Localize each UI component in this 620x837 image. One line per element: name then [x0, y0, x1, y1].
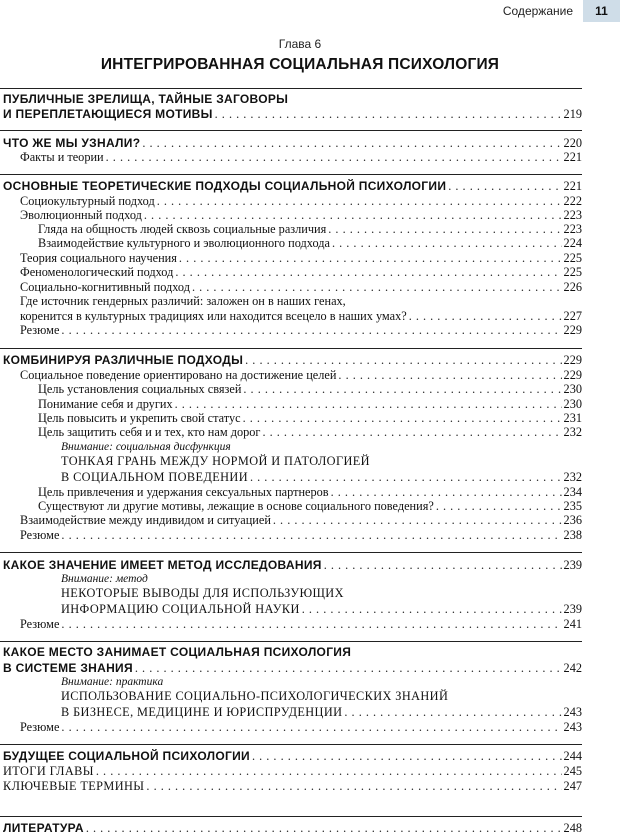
focus-title-line1: ТОНКАЯ ГРАНЬ МЕЖДУ НОРМОЙ И ПАТОЛОГИЕЙ	[61, 454, 370, 468]
chapter-title: ИНТЕГРИРОВАННАЯ СОЦИАЛЬНАЯ ПСИХОЛОГИЯ	[100, 56, 500, 73]
focus-entry[interactable]: ИНФОРМАЦИЮ СОЦИАЛЬНОЙ НАУКИ . . . 239	[61, 601, 582, 616]
toc-subentry[interactable]: Гляда на общность людей сквозь социальные различия . . . 223	[38, 221, 582, 236]
section-divider	[0, 641, 582, 642]
toc-subentry[interactable]: Цель защитить себя и и тех, кто нам дорог . . . 232	[38, 424, 582, 439]
toc-entry[interactable]: Взаимодействие между индивидом и ситуацией . . . 236	[20, 512, 582, 527]
toc-section-heading: КАКОЕ МЕСТО ЗАНИМАЕТ СОЦИАЛЬНАЯ ПСИХОЛОГИЯ	[3, 645, 352, 659]
section-divider	[0, 88, 582, 89]
toc-subentry[interactable]: Цель установления социальных связей . . . 230	[38, 381, 582, 396]
toc-section-heading[interactable]: КОМБИНИРУЯ РАЗЛИЧНЫЕ ПОДХОДЫ . . . 229	[3, 352, 582, 367]
section-divider	[0, 816, 582, 817]
focus-note: Внимание: метод	[61, 573, 148, 585]
focus-entry[interactable]: В БИЗНЕСЕ, МЕДИЦИНЕ И ЮРИСПРУДЕНЦИИ . . . 243	[61, 704, 582, 719]
chapter-label: Глава 6	[278, 37, 322, 51]
toc-entry[interactable]: Социальное поведение ориентировано на достижение целей . . . 229	[20, 367, 582, 382]
toc-entry[interactable]: Факты и теории . . . 221	[20, 149, 582, 164]
toc-section-heading[interactable]: КАКОЕ ЗНАЧЕНИЕ ИМЕЕТ МЕТОД ИССЛЕДОВАНИЯ . . . 239	[3, 557, 582, 572]
focus-title-line1: ИСПОЛЬЗОВАНИЕ СОЦИАЛЬНО-ПСИХОЛОГИЧЕСКИХ ЗНАНИЙ	[61, 689, 449, 703]
section-divider	[0, 174, 582, 175]
toc-subentry[interactable]: Взаимодействие культурного и эволюционного подхода . . . 224	[38, 235, 582, 250]
toc-subentry[interactable]: Существуют ли другие мотивы, лежащие в основе социального поведения? . . . 235	[38, 498, 582, 513]
page-number: 11	[583, 0, 620, 22]
toc-entry[interactable]: Теория социального научения . . . 225	[20, 250, 582, 265]
section-divider	[0, 348, 582, 349]
focus-note: Внимание: практика	[61, 676, 164, 688]
toc-entry[interactable]: КЛЮЧЕВЫЕ ТЕРМИНЫ . . . 247	[3, 778, 582, 793]
toc-section-heading[interactable]: И ПЕРЕПЛЕТАЮЩИЕСЯ МОТИВЫ . . . 219	[3, 106, 582, 121]
toc-subentry[interactable]: Понимание себя и других . . . 230	[38, 396, 582, 411]
toc-section-heading: ПУБЛИЧНЫЕ ЗРЕЛИЩА, ТАЙНЫЕ ЗАГОВОРЫ	[3, 92, 289, 106]
toc-section-heading[interactable]: ОСНОВНЫЕ ТЕОРЕТИЧЕСКИЕ ПОДХОДЫ СОЦИАЛЬНОЙ ПСИХОЛОГИИ . . . 221	[3, 178, 582, 193]
toc-section-heading[interactable]: БУДУЩЕЕ СОЦИАЛЬНОЙ ПСИХОЛОГИИ . . . 244	[3, 748, 582, 763]
toc-section-heading[interactable]: ЧТО ЖЕ МЫ УЗНАЛИ? . . . 220	[3, 135, 582, 150]
toc-section-heading[interactable]: В СИСТЕМЕ ЗНАНИЯ . . . 242	[3, 660, 582, 675]
toc-summary[interactable]: Резюме . . . 243	[20, 719, 582, 734]
focus-title-line1: НЕКОТОРЫЕ ВЫВОДЫ ДЛЯ ИСПОЛЬЗУЮЩИХ	[61, 586, 344, 600]
toc-summary[interactable]: Резюме . . . 238	[20, 527, 582, 542]
toc-entry[interactable]: коренится в культурных традициях или находится всецело в наших умах? . . . 227	[20, 308, 582, 323]
focus-entry[interactable]: В СОЦИАЛЬНОМ ПОВЕДЕНИИ . . . 232	[61, 469, 582, 484]
toc-subentry[interactable]: Цель повысить и укрепить свой статус . . . 231	[38, 410, 582, 425]
toc-entry[interactable]: ИТОГИ ГЛАВЫ . . . 245	[3, 763, 582, 778]
toc-entry[interactable]: Эволюционный подход . . . 223	[20, 207, 582, 222]
running-header-title: Содержание	[502, 4, 573, 18]
toc-entry[interactable]: Феноменологический подход . . . 225	[20, 264, 582, 279]
toc-section-heading[interactable]: ЛИТЕРАТУРА . . . 248	[3, 820, 582, 835]
toc-entry-line1: Где источник гендерных различий: заложен он в наших генах,	[20, 294, 346, 308]
toc-summary[interactable]: Резюме . . . 229	[20, 322, 582, 337]
toc-summary[interactable]: Резюме . . . 241	[20, 616, 582, 631]
focus-note: Внимание: социальная дисфункция	[61, 441, 231, 453]
section-divider	[0, 552, 582, 553]
toc-entry[interactable]: Социокультурный подход . . . 222	[20, 193, 582, 208]
toc-subentry[interactable]: Цель привлечения и удержания сексуальных партнеров . . . 234	[38, 484, 582, 499]
section-divider	[0, 744, 582, 745]
section-divider	[0, 130, 582, 131]
toc-entry[interactable]: Социально-когнитивный подход . . . 226	[20, 279, 582, 294]
